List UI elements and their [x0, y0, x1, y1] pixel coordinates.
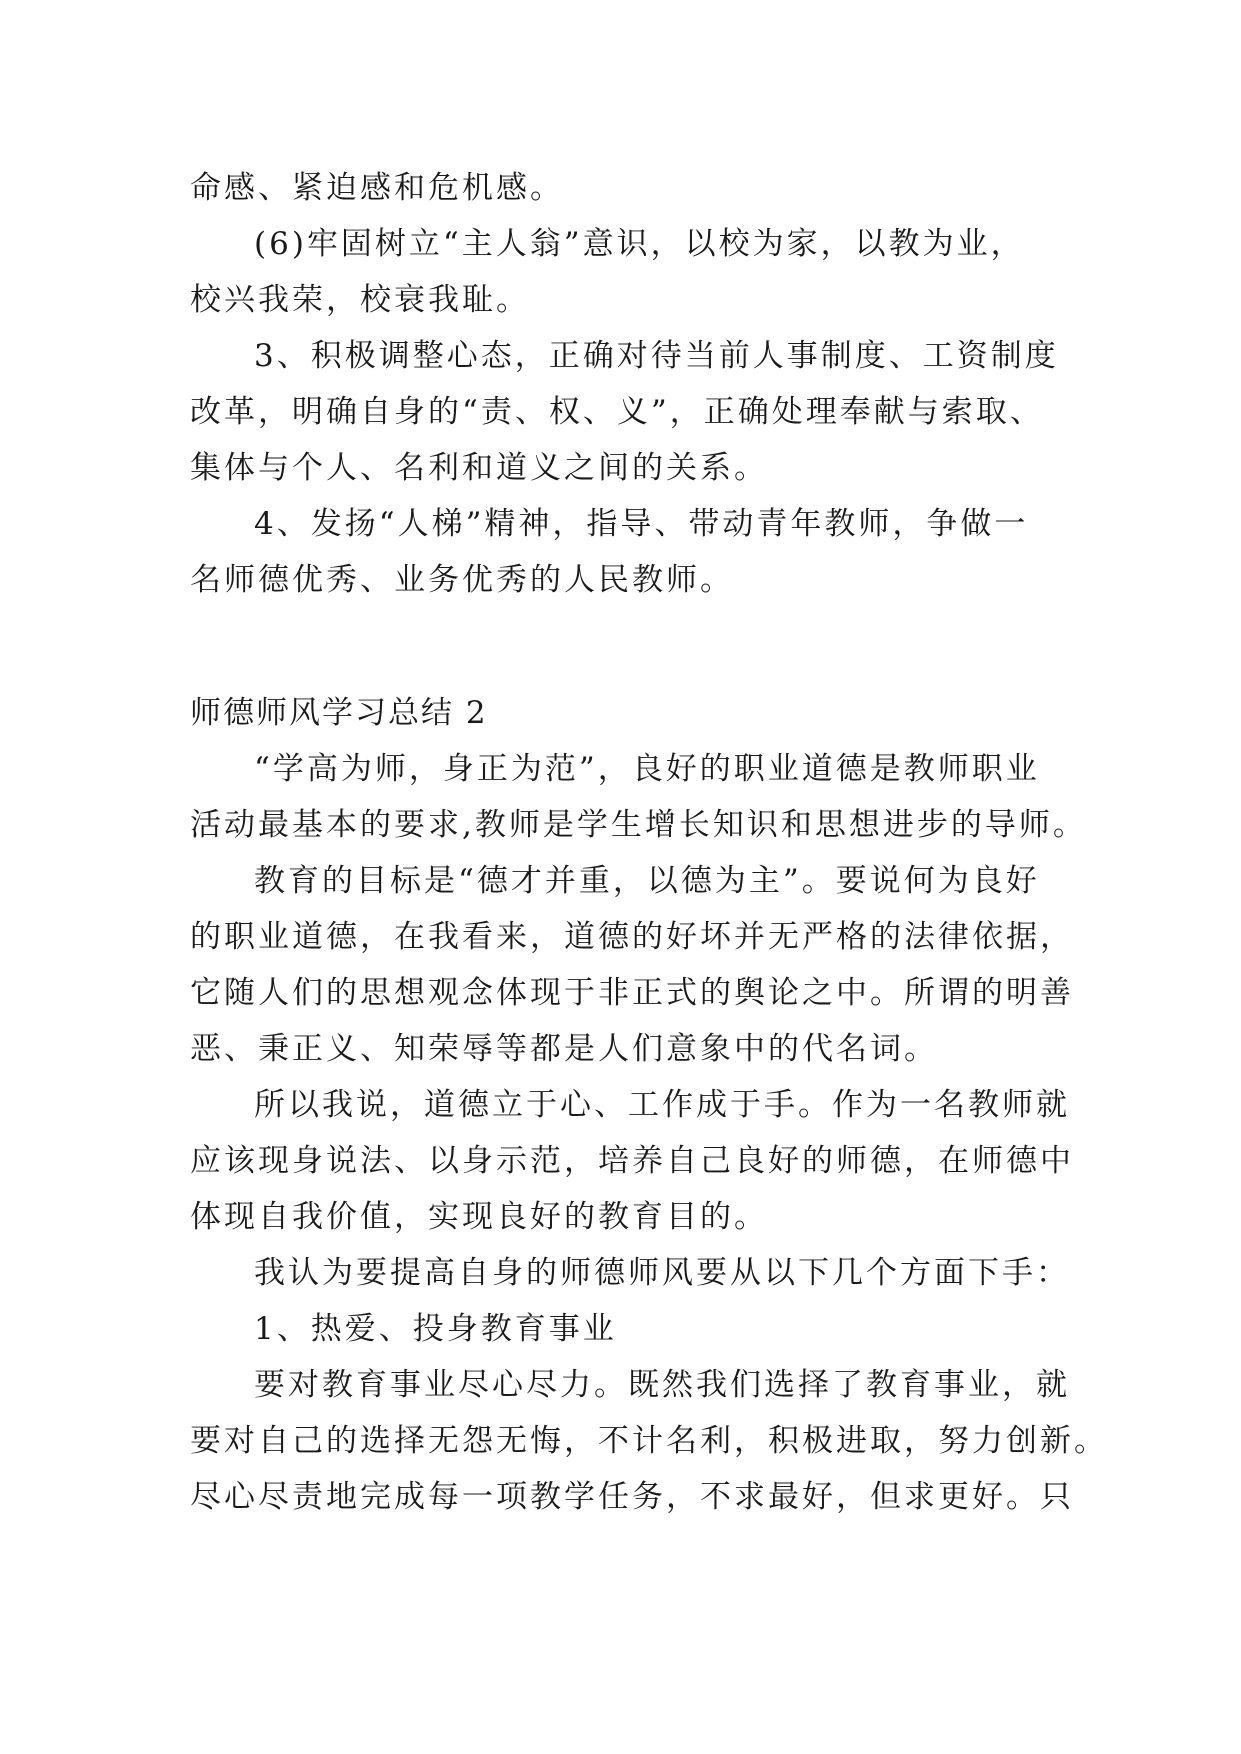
paragraph-line: 改革，明确自身的“责、权、义”，正确处理奉献与索取、	[190, 394, 1044, 430]
paragraph-line: “学高为师，身正为范”，良好的职业道德是教师职业	[254, 751, 1040, 787]
paragraph-line: 要对自己的选择无怨无悔，不计名利，积极进取，努力创新。	[190, 1423, 1108, 1459]
paragraph-line: 4、发扬“人梯”精神，指导、带动青年教师，争做一	[254, 506, 1029, 542]
paragraph-line: 它随人们的思想观念体现于非正式的舆论之中。所谓的明善	[190, 975, 1074, 1011]
paragraph-line: 要对教育事业尽心尽力。既然我们选择了教育事业，就	[254, 1367, 1070, 1403]
paragraph-line: 名师德优秀、业务优秀的人民教师。	[190, 562, 734, 598]
paragraph-line: 所以我说，道德立于心、工作成于手。作为一名教师就	[254, 1087, 1070, 1123]
section-gap	[190, 608, 1050, 685]
paragraph-line: 校兴我荣，校衰我耻。	[190, 282, 530, 318]
paragraph-line: 集体与个人、名利和道义之间的关系。	[190, 450, 768, 486]
document-body	[190, 160, 1108, 1525]
paragraph-line: (6)牢固树立“主人翁”意识，以校为家，以教为业，	[254, 226, 1025, 262]
paragraph-line: 恶、秉正义、知荣辱等都是人们意象中的代名词。	[190, 1031, 938, 1067]
paragraph-line: 体现自我价值，实现良好的教育目的。	[190, 1199, 768, 1235]
section-heading: 师德师风学习总结 2	[190, 695, 488, 731]
paragraph-line: 应该现身说法、以身示范，培养自己良好的师德，在师德中	[190, 1143, 1074, 1179]
paragraph-line: 活动最基本的要求,教师是学生增长知识和思想进步的导师。	[190, 807, 1087, 843]
paragraph-line: 教育的目标是“德才并重，以德为主”。要说何为良好	[254, 863, 1040, 899]
paragraph-line: 命感、紧迫感和危机感。	[190, 170, 564, 206]
paragraph-line: 的职业道德，在我看来，道德的好坏并无严格的法律依据，	[190, 919, 1074, 955]
paragraph-line: 尽心尽责地完成每一项教学任务，不求最好，但求更好。只	[190, 1479, 1074, 1515]
paragraph-line: 1、热爱、投身教育事业	[254, 1311, 617, 1347]
paragraph-line: 3、积极调整心态，正确对待当前人事制度、工资制度	[254, 338, 1059, 374]
paragraph-line: 我认为要提高自身的师德师风要从以下几个方面下手：	[254, 1255, 1070, 1291]
